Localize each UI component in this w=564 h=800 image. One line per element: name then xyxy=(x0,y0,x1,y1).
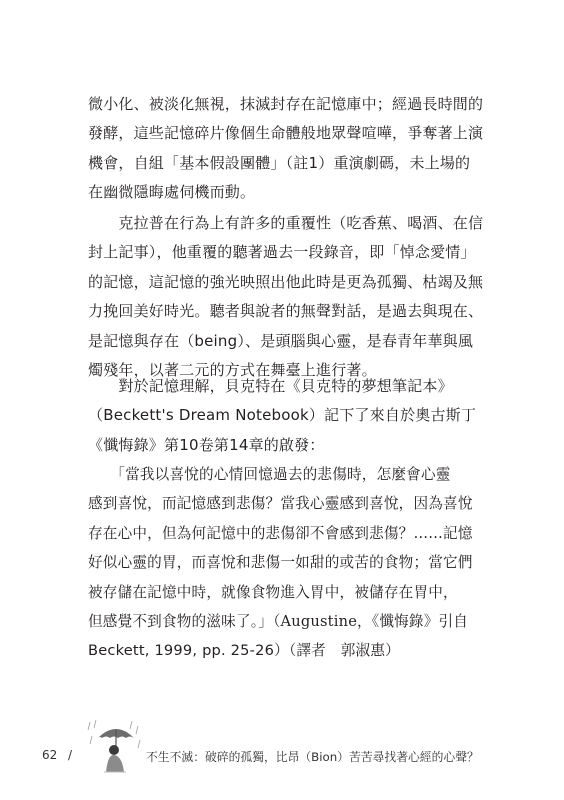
text-line: 但感覺不到食物的滋味了。」（Augustine，《懺悔錄》引自 xyxy=(88,612,469,630)
text-line: 「當我以喜悅的心情回憶過去的悲傷時，怎麼會心靈 xyxy=(88,466,451,483)
text-line: 機會，自組「基本假設團體」（註1）重演劇碼，未上場的 xyxy=(88,153,471,172)
text-line: 好似心靈的胃，而喜悅和悲傷一如甜的或苦的食物；當它們 xyxy=(88,554,473,572)
text-line: 封上記事），他重覆的聽著過去一段錄音，即「悼念愛情」 xyxy=(88,243,476,262)
text-line: 被存儲在記憶中時，就像食物進入胃中，被儲存在胃中， xyxy=(88,583,458,601)
paragraph-2 xyxy=(88,209,488,385)
text-line: 感到喜悅，而記憶感到悲傷？當我心靈感到喜悅，因為喜悅 xyxy=(88,495,473,513)
paragraph-1 xyxy=(88,90,488,208)
running-title: 不生不滅：破碎的孤獨，比昂（Bion）苦苦尋找著心經的心聲？ xyxy=(146,750,479,764)
text-line: 《懺悔錄》第10卷第14章的啟發： xyxy=(88,435,325,454)
block-quote xyxy=(88,460,488,666)
text-line: 克拉普在行為上有許多的重覆性（吃香蕉、喝酒、在信 xyxy=(88,214,484,232)
text-line: 是記憶與存在（being）、是頭腦與心靈，是春青年華與風 xyxy=(88,331,474,350)
text-line: 存在心中，但為何記憶中的悲傷卻不會感到悲傷？……記憶 xyxy=(88,524,473,542)
text-line: 在幽微隱晦處伺機而動。 xyxy=(88,183,256,202)
text-line: 對於記憶理解，貝克特在《貝克特的夢想筆記本》 xyxy=(88,377,453,395)
umbrella-figure-illustration xyxy=(86,718,144,774)
text-line: 微小化、被淡化無視，抹滅封存在記憶庫中；經過長時間的 xyxy=(88,95,484,113)
page-footer xyxy=(0,738,564,778)
text-line: 發酵，這些記憶碎片像個生命體般地眾聲喧嘩，爭奪著上演 xyxy=(88,124,484,143)
text-line: 燭殘年，以著二元的方式在舞臺上進行著。 xyxy=(88,360,377,379)
footer-separator: / xyxy=(68,748,73,762)
text-line: 的記憶，這記憶的強光映照出他此時是更為孤獨、枯竭及無 xyxy=(88,272,484,291)
text-line: （Beckett's Dream Notebook）記下了來自於奧古斯丁 xyxy=(88,406,477,425)
quote-citation: Beckett, 1999, pp. 25-26）（譯者 郭淑惠） xyxy=(88,642,400,660)
paragraph-3 xyxy=(88,372,488,460)
page-number: 62 xyxy=(42,748,58,762)
text-line: 力挽回美好時光。聽者與說者的無聲對話，是過去與現在、 xyxy=(88,302,484,321)
